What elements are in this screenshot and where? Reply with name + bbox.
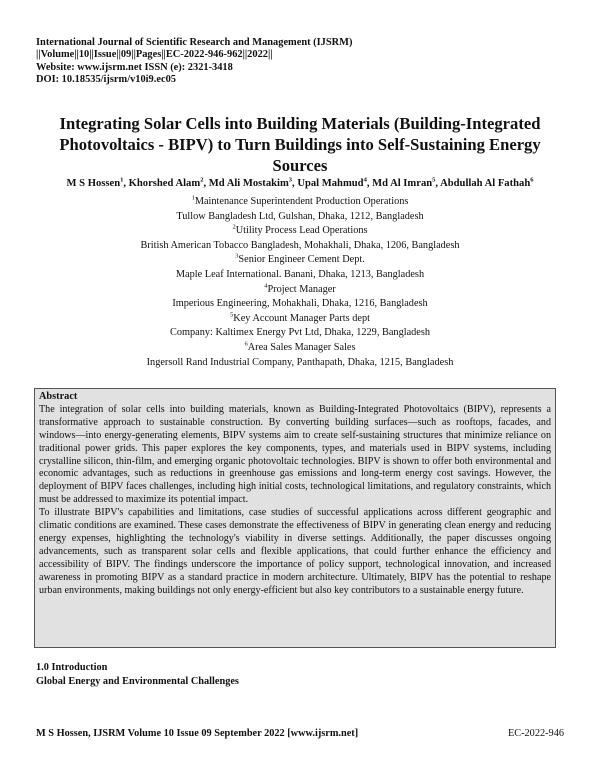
affiliation-org: Tullow Bangladesh Ltd, Gulshan, Dhaka, 1212, Bangladesh [176,210,424,222]
author-sup: 2 [200,176,204,184]
author-sup: 3 [288,176,293,184]
affiliation-org: Maple Leaf International. Banani, Dhaka, 1213, Bangladesh [175,268,425,280]
author-list: M S Hossen$^1$, Khorshed Alam$^2$, Md Ali Mostakim$^3$, Upal Mahmud$^4$, Md Al Imran$^5$, Abdullah Al Fathah$^6$ [66,176,534,189]
author-name: Md Al Imran [372,178,433,189]
introduction-section [36,661,239,689]
journal-website-line: Website: www.ijsrm.net ISSN (e): 2321-3418 [36,61,233,73]
affiliation-role: $^6$Area Sales Manager Sales [244,340,356,353]
affiliation-role: $^2$Utility Process Lead Operations [232,223,368,237]
affiliation-org: British American Tobacco Bangladesh, Mohakhali, Dhaka, 1206, Bangladesh [140,239,460,251]
footer-page-id: EC-2022-946 [507,728,564,739]
author-sup: 1 [120,176,124,184]
journal-name: International Journal of Scientific Research and Management (IJSRM) [36,37,353,48]
section-heading: 1.0 Introduction [36,662,108,673]
author-name: Md Ali Mostakim [208,178,289,189]
section-subheading: Global Energy and Environmental Challenges [36,676,239,687]
paper-title-line: Photovoltaics - BIPV) to Turn Buildings into Self-Sustaining Energy [59,135,541,154]
affiliation-org: Company: Kaltimex Energy Pvt Ltd, Dhaka, 1229, Bangladesh [169,327,431,339]
affiliation-role: $^1$Maintenance Superintendent Production Operations [191,194,409,207]
abstract-box [34,388,556,648]
affiliation-role: $^3$Senior Engineer Cement Dept. [235,252,365,266]
journal-header [36,37,352,87]
abstract-paragraph: The integration of solar cells into building materials, known as Building-Integrated Photovoltaics (BIPV), represents a transformative approach to sustainable construction. By converting building surfaces—such as rooftops, facades, and windows—into energy-generating elements, BIPV systems aim to create self-sustaining structures that minimize reliance on traditional power grids. This paper explores the key components, types, and materials used in BIPV systems, including crystalline silicon, thin-film, and emerging organic photovoltaic technologies. BIPV is shown to offer both environmental and economic advantages, such as reductions in greenhouse gas emissions and long-term energy cost savings. However, the deployment of BIPV faces challenges, including high initial costs, technological limitations, and regulatory constraints, which must be addressed to maximize its potential impact. [39,403,551,506]
footer-citation: M S Hossen, IJSRM Volume 10 Issue 09 September 2022 [www.ijsrm.net] [36,728,359,739]
affiliation-org: Imperious Engineering, Mohakhali, Dhaka, 1216, Bangladesh [172,298,428,310]
author-name: Abdullah Al Fathah [440,178,531,189]
journal-doi-line: DOI: 10.18535/ijsrm/v10i9.ec05 [36,74,176,86]
author-name: M S Hossen [66,178,121,189]
page-footer [36,728,564,739]
journal-volume-line: ||Volume||10||Issue||09||Pages||EC-2022-946-962||2022|| [36,49,273,61]
abstract-paragraph: To illustrate BIPV's capabilities and limitations, case studies of successful applications across different geographic and climatic conditions are examined. These cases demonstrate the effectiveness of BIPV in generating clean energy and reducing energy expenses, highlighting the technology's viability in diverse settings. Additionally, the paper discusses ongoing advancements, such as transparent solar cells and flexible applications, that could further enhance the efficiency and accessibility of BIPV. The findings underscore the importance of policy support, technological innovation, and increased awareness in promoting BIPV as a standard practice in modern architecture. Ultimately, BIPV has the potential to reshape urban environments, making buildings not only energy-efficient but also key contributors to a sustainable energy future. [39,507,551,596]
abstract-heading: Abstract [39,391,78,402]
affiliations [30,195,570,370]
author-name: Upal Mahmud [297,178,364,189]
author-sup: 5 [432,176,436,184]
paper-title-line: Sources [272,156,328,175]
affiliation-role: $^5$Key Account Manager Parts dept [230,311,370,324]
paper-title [30,113,570,176]
author-name: Khorshed Alam [128,178,201,189]
author-sup: 6 [530,176,534,184]
affiliation-org: Ingersoll Rand Industrial Company, Panthapath, Dhaka, 1215, Bangladesh [146,356,454,368]
affiliation-role: $^4$Project Manager [264,282,336,295]
author-sup: 4 [363,176,367,184]
paper-title-line: Integrating Solar Cells into Building Materials (Building-Integrated [59,114,541,133]
